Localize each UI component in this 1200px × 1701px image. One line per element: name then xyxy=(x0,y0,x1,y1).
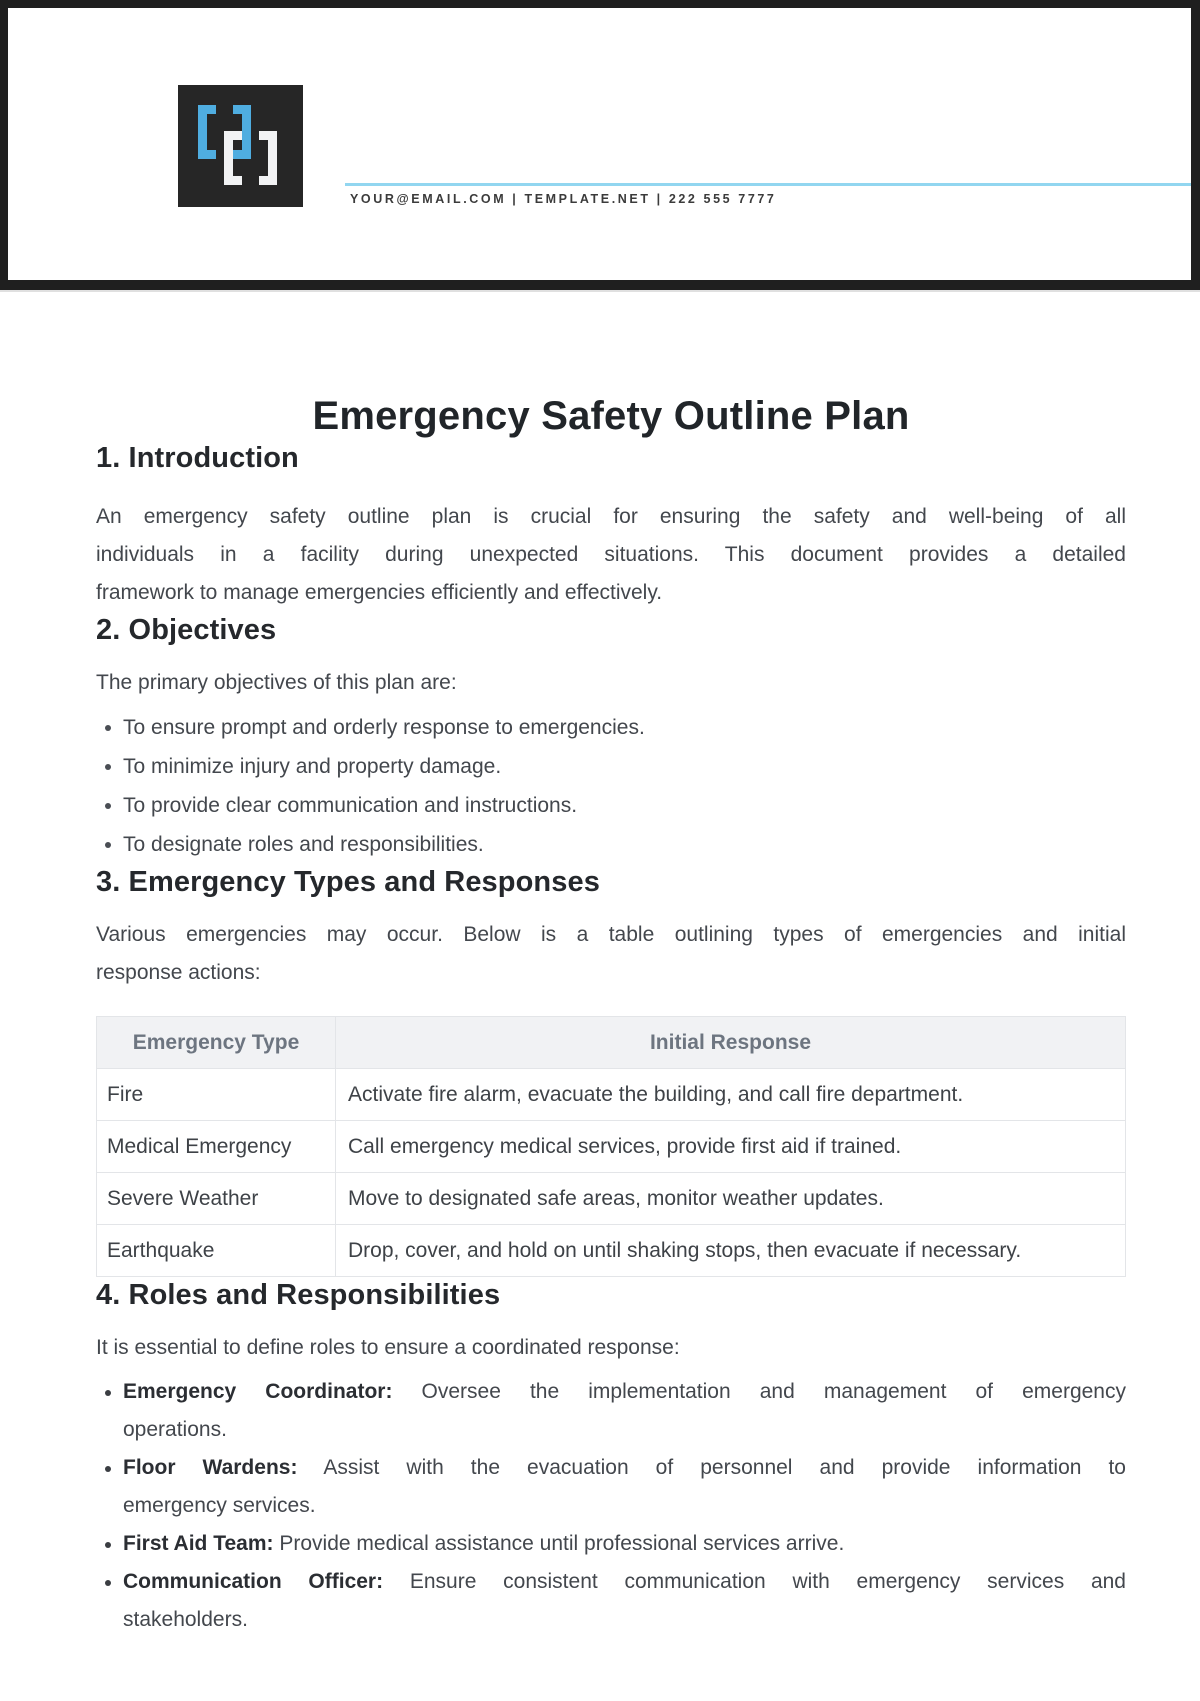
text-line: First Aid Team: Provide medical assistance until professional services arrive. xyxy=(123,1532,845,1555)
text-line: framework to manage emergencies efficiently and effectively. xyxy=(96,581,663,604)
emergency-response-table xyxy=(96,1016,1126,1277)
text-line: stakeholders. xyxy=(123,1608,248,1631)
text-line: Communication Officer: Ensure consistent communication with emergency services and xyxy=(123,1570,1126,1593)
initial-response-cell: Drop, cover, and hold on until shaking stops, then evacuate if necessary. xyxy=(336,1225,1126,1277)
table-row xyxy=(97,1225,1126,1277)
table-header-row xyxy=(97,1017,1126,1069)
section-heading-emergency-types: 3. Emergency Types and Responses xyxy=(96,866,600,898)
emergency-type-cell: Severe Weather xyxy=(97,1173,336,1225)
text-line: Floor Wardens: Assist with the evacuation of personnel and provide information to xyxy=(123,1456,1126,1479)
text-line: operations. xyxy=(123,1418,227,1441)
table-row xyxy=(97,1069,1126,1121)
role-label: Emergency Coordinator: xyxy=(123,1380,393,1403)
introduction-paragraph xyxy=(96,498,1126,612)
letterhead-header xyxy=(0,0,1200,290)
role-label: Floor Wardens: xyxy=(123,1456,298,1479)
emergency-type-cell: Earthquake xyxy=(97,1225,336,1277)
page-title: Emergency Safety Outline Plan xyxy=(312,394,910,438)
roles-intro: It is essential to define roles to ensure a coordinated response: xyxy=(96,1336,680,1359)
list-item: To ensure prompt and orderly response to emergencies. xyxy=(96,708,1126,747)
initial-response-cell: Move to designated safe areas, monitor weather updates. xyxy=(336,1173,1126,1225)
initial-response-cell: Call emergency medical services, provide first aid if trained. xyxy=(336,1121,1126,1173)
table-row xyxy=(97,1173,1126,1225)
section-heading-roles: 4. Roles and Responsibilities xyxy=(96,1279,501,1311)
document-content xyxy=(96,392,1126,1639)
text-line: response actions: xyxy=(96,961,261,984)
section-heading-objectives: 2. Objectives xyxy=(96,614,277,646)
role-label: First Aid Team: xyxy=(123,1532,274,1555)
table-row xyxy=(97,1121,1126,1173)
column-header-emergency-type: Emergency Type xyxy=(97,1017,336,1069)
role-list-item xyxy=(96,1525,1126,1563)
objectives-list xyxy=(96,708,1126,864)
company-logo xyxy=(178,85,303,207)
roles-list xyxy=(96,1373,1126,1639)
emergency-type-cell: Medical Emergency xyxy=(97,1121,336,1173)
text-line: Various emergencies may occur. Below is a table outlining types of emergencies and initial xyxy=(96,923,1126,946)
text-line: An emergency safety outline plan is crucial for ensuring the safety and well-being of all xyxy=(96,505,1126,528)
list-item: To designate roles and responsibilities. xyxy=(96,825,1126,864)
role-list-item xyxy=(96,1563,1126,1639)
text-line: individuals in a facility during unexpected situations. This document provides a detailed xyxy=(96,543,1126,566)
header-shadow xyxy=(0,290,1200,292)
interlocking-brackets-logo-icon xyxy=(178,85,303,207)
emergency-types-paragraph xyxy=(96,916,1126,992)
list-item: To provide clear communication and instructions. xyxy=(96,786,1126,825)
section-heading-introduction: 1. Introduction xyxy=(96,442,299,474)
text-line: emergency services. xyxy=(123,1494,316,1517)
header-accent-line xyxy=(345,183,1191,186)
text-line: Emergency Coordinator: Oversee the implementation and management of emergency xyxy=(123,1380,1126,1403)
list-item: To minimize injury and property damage. xyxy=(96,747,1126,786)
role-label: Communication Officer: xyxy=(123,1570,384,1593)
column-header-initial-response: Initial Response xyxy=(336,1017,1126,1069)
role-list-item xyxy=(96,1449,1126,1525)
header-contact-info: YOUR@EMAIL.COM | TEMPLATE.NET | 222 555 7777 xyxy=(350,192,777,206)
objectives-intro: The primary objectives of this plan are: xyxy=(96,671,457,694)
initial-response-cell: Activate fire alarm, evacuate the building, and call fire department. xyxy=(336,1069,1126,1121)
emergency-type-cell: Fire xyxy=(97,1069,336,1121)
role-list-item xyxy=(96,1373,1126,1449)
